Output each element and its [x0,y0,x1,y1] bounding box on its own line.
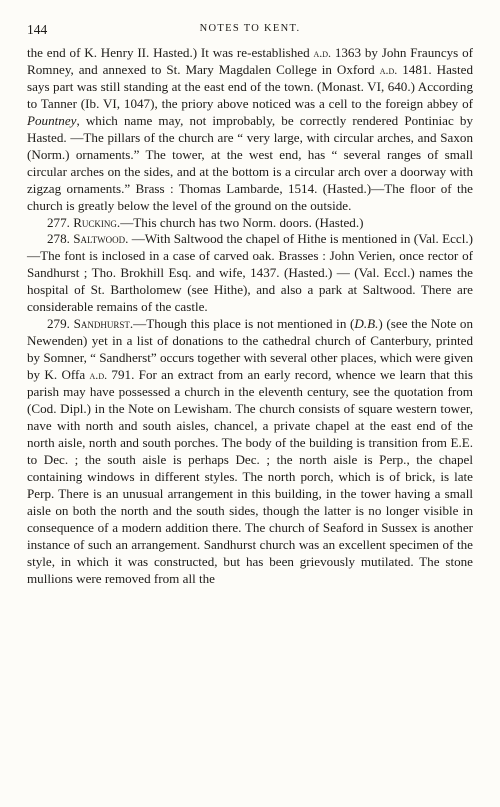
text-ad: a.d. [89,368,108,383]
paragraph [27,45,473,215]
text-run: 277. [47,214,74,230]
paragraph [27,215,473,232]
text-ad: a.d. [313,46,332,60]
text-i: D.B. [354,316,379,332]
text-run: —With Saltwood the chapel of Hithe is mentioned in (Val. Eccl.)—The font is inclosed in a case of carved oak. Brasses : John Verien, once rector of Sandhurst ; Tho. Brokhill Esq. and wife, 1437. (Hasted.) — (Val. Eccl.) names the hospital of St. Bartholomew (see Hithe), and also a park at Saltwood. There are considerable remains of the castle. [27,231,474,315]
text-run: —Though this place is not mentioned in ( [133,316,355,332]
paragraph [27,316,473,587]
text-ad: a.d. [379,62,398,77]
text-run: —This church has two Norm. doors. (Hasted.) [120,214,364,230]
text-run: 1481. Hasted says part was still standing at the east end of the town. (Monast. VI, 640.) According to Tanner (Ib. VI, 1047), the priory above noticed was a cell to the foreign abbey of [27,61,473,111]
text-run: 279. [47,316,74,332]
text-run: 791. For an extract from an early record, whence we learn that this parish may have possessed a church in the eleventh century, see the quotation from (Cod. Dipl.) in the Note on Lewisham. The church consists of square western tower, nave with north and south aisles, chancel, a private chapel at the east end of the north aisle, north and south porches. The body of the building is transition from E.E. to Dec. ; the south aisle is perhaps Dec. ; the north aisle is Perp., the chapel containing windows in different styles. The north porch, which is of brick, is late Perp. There is an unusual arrangement in this building, in the tower having a small aisle on both the north and the south sides, though the latter is no longer visible in consequence of a modern addition there. The church of Seaford in Sussex is another instance of such an arrangement. Sandhurst church was an excellent specimen of the style, in which it was constructed, but has been grievously mutilated. The stone mullions were removed from all the [27,367,473,586]
text-sc: Saltwood. [73,231,129,247]
running-title: NOTES TO KENT. [199,23,301,34]
text-run: 278. [47,231,74,247]
body-text [27,45,473,588]
text-sc: Sandhurst. [73,316,134,332]
page-number: 144 [27,22,48,37]
text-run: 1363 by John Frauncys of Romney, and annexed to St. Mary Magdalen College in Oxford [27,45,473,77]
book-page [27,22,473,588]
page-header [27,22,473,44]
text-run: , which name may, not improbably, be correctly rendered Pontiniac by Hasted. —The pillars of the church are “ very large, with circular arches, and Saxon (Norm.) ornaments.” The tower, at the west end, has “ several ranges of small circular arches on the sides, and at the bottom is a circular arch over a doorway with zigzag ornaments.” Brass : Thomas Lambarde, 1514. (Hasted.)—The floor of the church is greatly below the level of the ground on the outside. [27,112,473,213]
text-i: Pountney [27,112,77,128]
paragraph [27,231,473,316]
text-run: ) (see the Note on Newenden) yet in a list of donations to the cathedral church of Canterbury, printed by Somner, “ Sandherst” occurs together with several other places, which were given by K. Offa [27,316,474,383]
text-sc: Rucking. [73,214,121,230]
text-run: the end of K. Henry II. Hasted.) It was re-established [27,45,314,60]
